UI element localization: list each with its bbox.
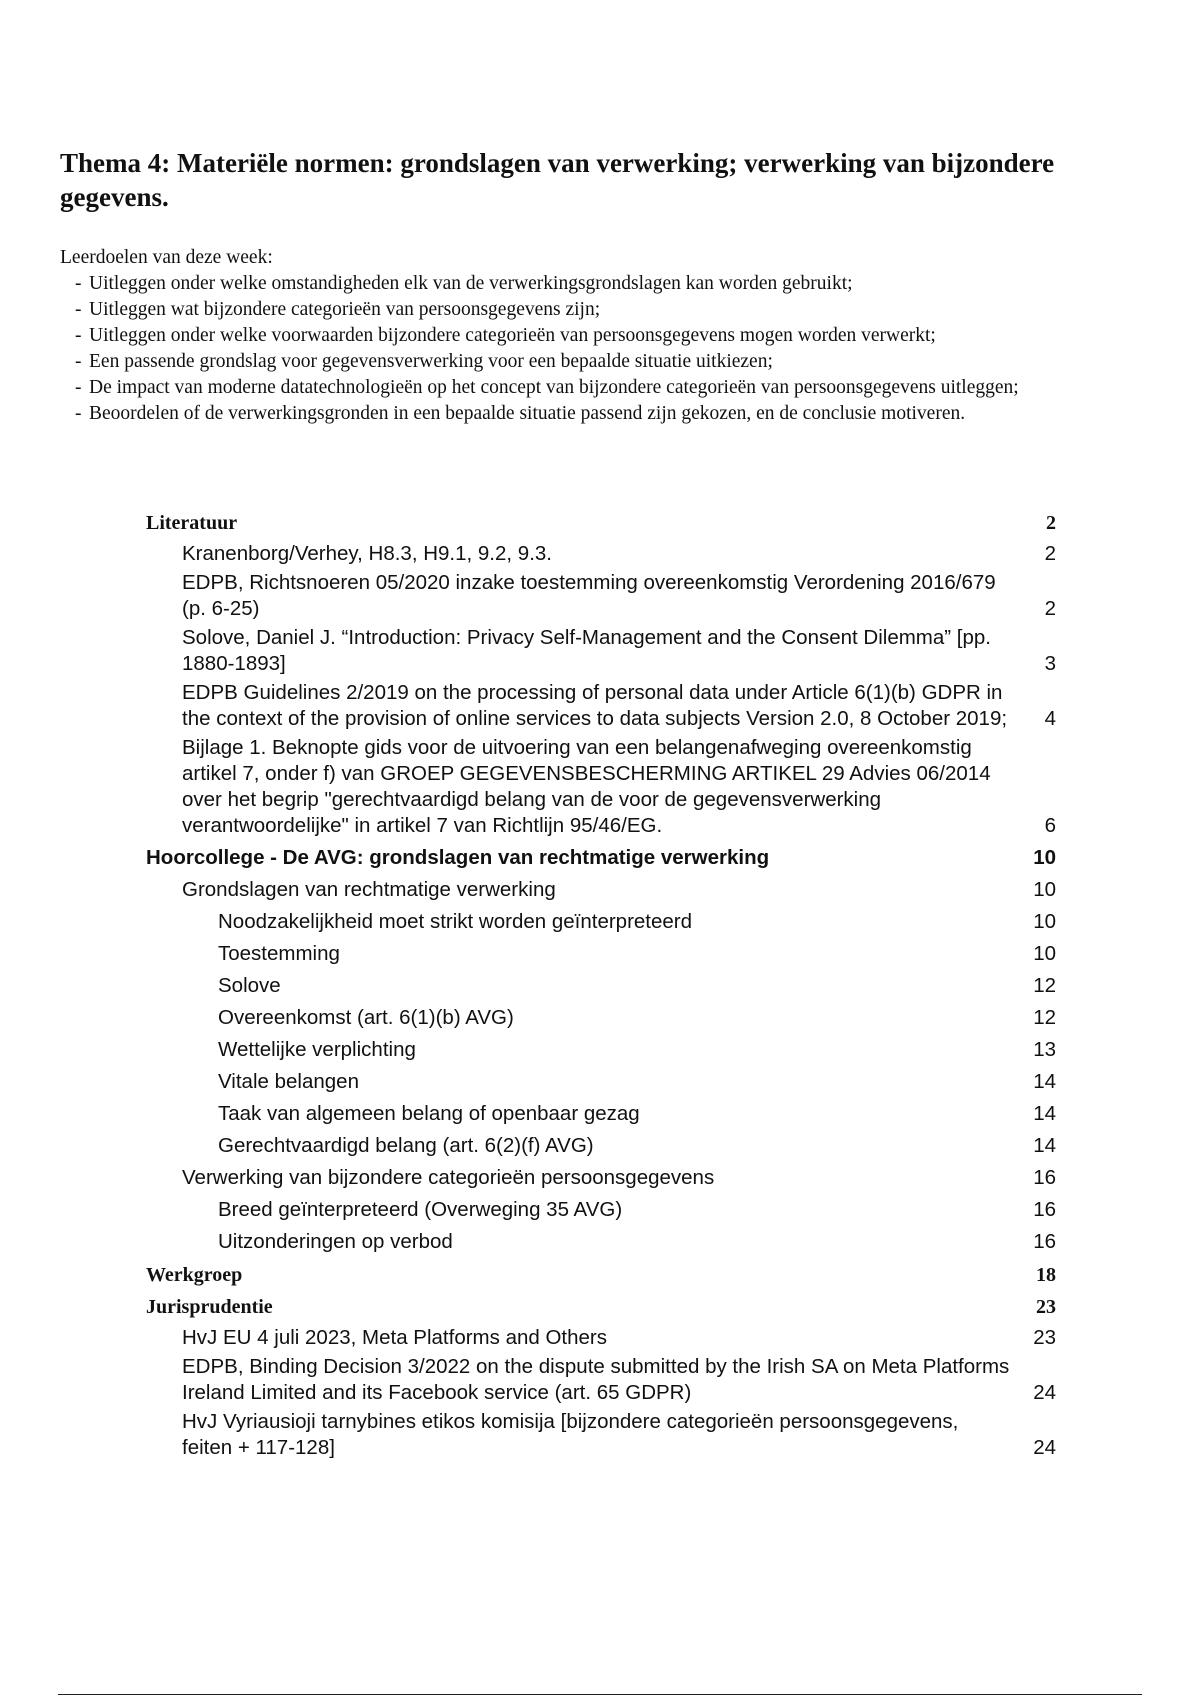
toc-page-number: 23: [1033, 1326, 1056, 1349]
toc-entry-label: Breed geïnterpreteerd (Overweging 35 AVG): [218, 1198, 623, 1221]
toc-page-number: 2: [1046, 512, 1056, 534]
toc-entry-literatuur[interactable]: [146, 503, 1056, 535]
toc-page-number: 3: [1044, 652, 1056, 675]
toc-entry-label: Overeenkomst (art. 6(1)(b) AVG): [218, 1006, 514, 1029]
toc-entry-label: Verwerking van bijzondere categorieën persoonsgegevens: [182, 1166, 715, 1189]
toc-page-number: 12: [1033, 1006, 1056, 1029]
toc-entry[interactable]: [146, 1223, 1056, 1255]
toc-entry-werkgroep[interactable]: [146, 1255, 1056, 1287]
footer-divider: [58, 1694, 1142, 1695]
learning-goal-item: - Uitleggen onder welke voorwaarden bijzondere categorieën van persoonsgegevens mogen worden verwerkt;: [60, 323, 1150, 349]
toc-entry-label: HvJ EU 4 juli 2023, Meta Platforms and Others: [182, 1326, 607, 1349]
toc-entry[interactable]: [146, 967, 1056, 999]
toc-page-number: 6: [1044, 814, 1056, 837]
toc-page-number: 10: [1033, 846, 1056, 869]
toc-entry-label: Hoorcollege - De AVG: grondslagen van rechtmatige verwerking: [146, 846, 770, 869]
toc-entry[interactable]: [146, 622, 1056, 677]
toc-entry[interactable]: [146, 1127, 1056, 1159]
learning-goal-item: - Beoordelen of de verwerkingsgronden in een bepaalde situatie passend zijn gekozen, en de conclusie motiveren.: [60, 401, 1150, 427]
toc-page-number: 24: [1033, 1436, 1056, 1459]
toc-entry[interactable]: [146, 1406, 1056, 1461]
learning-goal-item: - Uitleggen onder welke omstandigheden elk van de verwerkingsgrondslagen kan worden gebruikt;: [60, 271, 1150, 297]
toc-entry[interactable]: [146, 1351, 1056, 1406]
toc-entry-label: Solove, Daniel J. “Introduction: Privacy Self-Management and the Consent Dilemma” [pp. 1880-1893]: [182, 626, 991, 675]
toc-entry[interactable]: [146, 1063, 1056, 1095]
toc-entry-label: Taak van algemeen belang of openbaar gezag: [218, 1102, 640, 1125]
toc-entry-label: EDPB, Binding Decision 3/2022 on the dispute submitted by the Irish SA on Meta Platforms Ireland Limited and its Facebook service (art. 65 GDPR): [182, 1355, 1010, 1404]
toc-entry[interactable]: [146, 1159, 1056, 1191]
table-of-contents: [146, 503, 1056, 1461]
toc-entry-label: Werkgroep: [146, 1264, 243, 1286]
toc-entry-label: Vitale belangen: [218, 1070, 359, 1093]
toc-entry-label: Noodzakelijkheid moet strikt worden geïnterpreteerd: [218, 910, 693, 933]
toc-entry[interactable]: [146, 732, 1056, 839]
toc-page-number: 23: [1036, 1296, 1056, 1318]
toc-page-number: 16: [1033, 1230, 1056, 1253]
toc-entry[interactable]: [146, 1191, 1056, 1223]
toc-page-number: 2: [1044, 542, 1056, 565]
toc-entry-label: Wettelijke verplichting: [218, 1038, 416, 1061]
toc-page-number: 24: [1033, 1381, 1056, 1404]
toc-entry-label: EDPB Guidelines 2/2019 on the processing of personal data under Article 6(1)(b) GDPR in the context of the provision of online services to data subjects Version 2.0, 8 October 2019;: [182, 681, 1008, 730]
toc-entry[interactable]: [146, 1319, 1056, 1351]
learning-goal-item: - De impact van moderne datatechnologieën op het concept van bijzondere categorieën van persoonsgegevens uitleggen;: [60, 375, 1150, 401]
toc-entry[interactable]: [146, 535, 1056, 567]
learning-goals-list: [60, 271, 1150, 427]
toc-page-number: 16: [1033, 1166, 1056, 1189]
toc-page-number: 14: [1033, 1134, 1056, 1157]
toc-entry-label: Jurisprudentie: [146, 1296, 273, 1318]
toc-page-number: 12: [1033, 974, 1056, 997]
toc-entry[interactable]: [146, 1095, 1056, 1127]
learning-goals-intro: Leerdoelen van deze week:: [60, 247, 273, 268]
toc-entry[interactable]: [146, 999, 1056, 1031]
toc-entry-label: HvJ Vyriausioji tarnybines etikos komisija [bijzondere categorieën persoonsgegevens, feiten + 117-128]: [182, 1410, 959, 1459]
toc-entry-hoorcollege[interactable]: [146, 839, 1056, 871]
toc-entry-label: Kranenborg/Verhey, H8.3, H9.1, 9.2, 9.3.: [182, 542, 552, 565]
toc-page-number: 16: [1033, 1198, 1056, 1221]
learning-goals: [60, 245, 1150, 427]
learning-goal-item: - Een passende grondslag voor gegevensverwerking voor een bepaalde situatie uitkiezen;: [60, 349, 1150, 375]
toc-page-number: 13: [1033, 1038, 1056, 1061]
toc-entry[interactable]: [146, 935, 1056, 967]
toc-entry[interactable]: [146, 567, 1056, 622]
learning-goal-item: - Uitleggen wat bijzondere categorieën van persoonsgegevens zijn;: [60, 297, 1150, 323]
toc-entry-label: Bijlage 1. Beknopte gids voor de uitvoering van een belangenafweging overeenkomstig artikel 7, onder f) van GROEP GEGEVENSBESCHERMING ARTIKEL 29 Advies 06/2014 over het begrip "gerechtvaardigd belang van de voor de gegevensverwerking verantwoordelijke" in artikel 7 van Richtlijn 95/46/EG.: [182, 736, 991, 837]
toc-entry-jurisprudentie[interactable]: [146, 1287, 1056, 1319]
toc-page-number: 2: [1044, 597, 1056, 620]
toc-entry[interactable]: [146, 871, 1056, 903]
toc-entry[interactable]: [146, 903, 1056, 935]
toc-page-number: 4: [1044, 707, 1056, 730]
toc-entry-label: Uitzonderingen op verbod: [218, 1230, 453, 1253]
toc-entry-label: Gerechtvaardigd belang (art. 6(2)(f) AVG): [218, 1134, 594, 1157]
toc-entry-label: Solove: [218, 974, 281, 997]
toc-entry[interactable]: [146, 677, 1056, 732]
toc-entry-label: Toestemming: [218, 942, 340, 965]
toc-entry-label: EDPB, Richtsnoeren 05/2020 inzake toestemming overeenkomstig Verordening 2016/679 (p. 6-25): [182, 571, 996, 620]
toc-page-number: 10: [1033, 878, 1056, 901]
toc-page-number: 18: [1036, 1264, 1056, 1286]
page-title: Thema 4: Materiële normen: grondslagen van verwerking; verwerking van bijzondere gegevens.: [60, 148, 1055, 212]
toc-entry-label: Grondslagen van rechtmatige verwerking: [182, 878, 556, 901]
toc-page-number: 10: [1033, 910, 1056, 933]
toc-page-number: 10: [1033, 942, 1056, 965]
toc-entry[interactable]: [146, 1031, 1056, 1063]
toc-page-number: 14: [1033, 1102, 1056, 1125]
toc-entry-label: Literatuur: [146, 512, 238, 534]
toc-page-number: 14: [1033, 1070, 1056, 1093]
